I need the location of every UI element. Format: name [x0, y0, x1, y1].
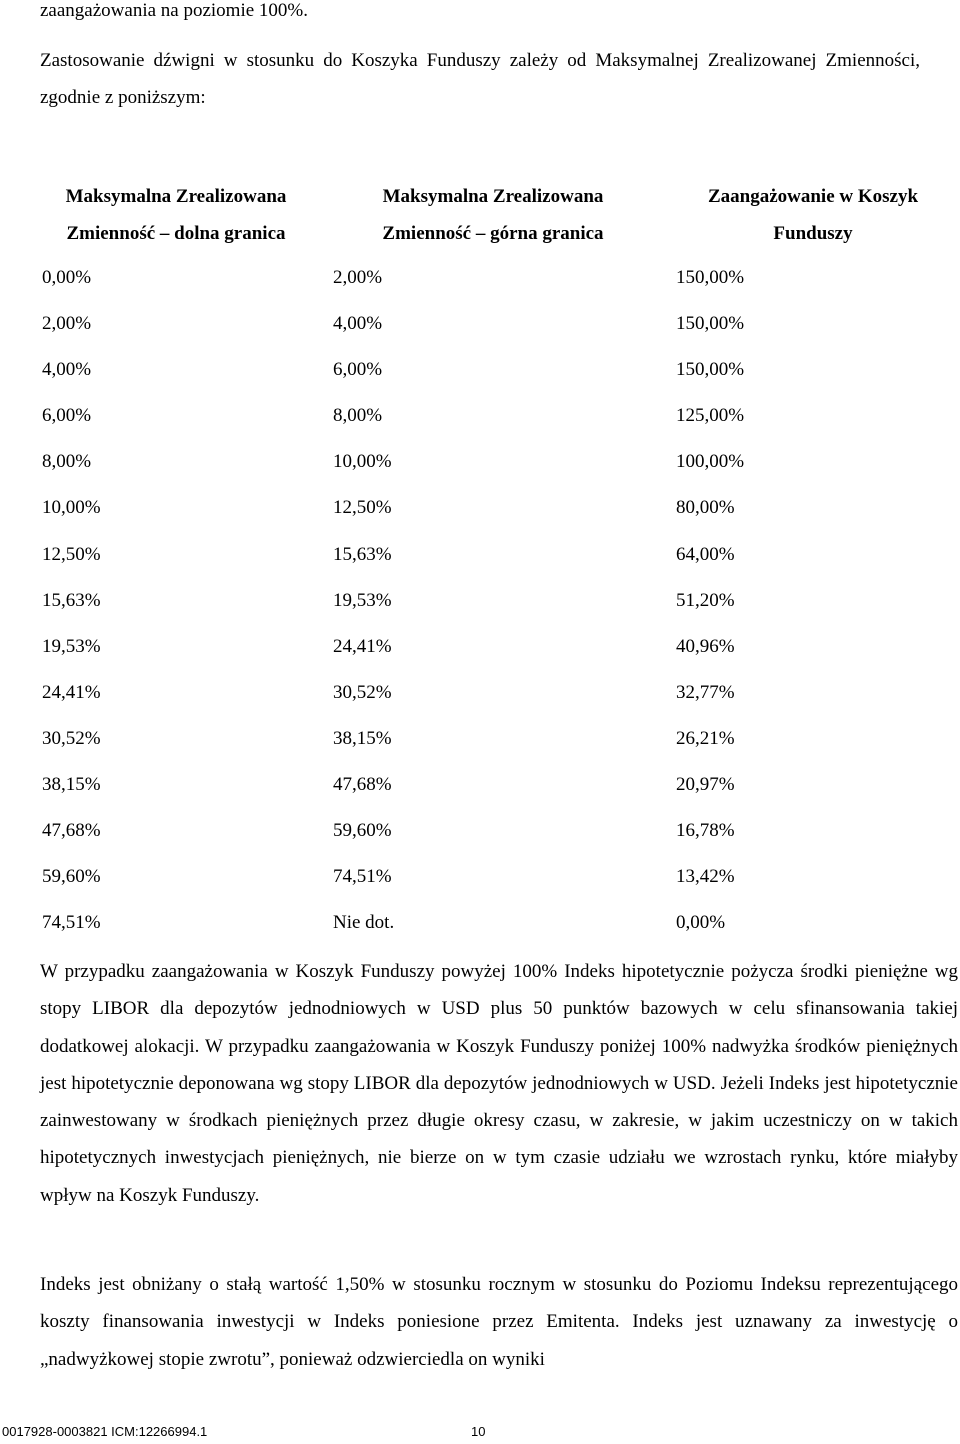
cell-allocation: 100,00%	[676, 451, 745, 473]
table-row	[0, 903, 960, 949]
cell-lower-bound: 10,00%	[42, 497, 101, 519]
funding-paragraph: W przypadku zaangażowania w Koszyk Funduszy powyżej 100% Indeks hipotetycznie pożycza środki pieniężne wg stopy LIBOR dla depozytów jednodniowych w USD plus 50 punktów bazowych w celu sfinansowania takiej dodatkowej alokacji. W przypadku zaangażowania w Koszyk Funduszy poniżej 100% nadwyżka środków pieniężnych jest hipotetycznie deponowana wg stopy LIBOR dla depozytów jednodniowych w USD. Jeżeli Indeks jest hipotetycznie zainwestowany w środkach pieniężnych przez długie okresy czasu, w zakresie, w jakim uczestniczy on w takich hipotetycznych inwestycjach pieniężnych, nie bierze on w tym czasie udziału we wzrostach rynku, które miałyby wpływ na Koszyk Funduszy.	[40, 961, 958, 1206]
cell-lower-bound: 8,00%	[42, 451, 92, 473]
cell-upper-bound: 38,15%	[333, 727, 392, 749]
cell-upper-bound: 47,68%	[333, 774, 392, 796]
cell-lower-bound: 38,15%	[42, 774, 101, 796]
table-row	[0, 811, 960, 857]
cell-allocation: 125,00%	[676, 405, 745, 427]
cell-allocation: 0,00%	[676, 912, 726, 934]
header-lower-bound-line2: Zmienność – dolna granica	[66, 223, 286, 244]
cell-upper-bound: Nie dot.	[333, 912, 395, 934]
cell-upper-bound: 59,60%	[333, 820, 392, 842]
table-row	[0, 258, 960, 304]
cell-upper-bound: 6,00%	[333, 359, 383, 381]
page-number: 10	[471, 1424, 486, 1439]
cell-upper-bound: 15,63%	[333, 543, 392, 565]
table-row	[0, 535, 960, 581]
table-row	[0, 304, 960, 350]
header-upper-bound	[360, 178, 626, 252]
cell-lower-bound: 19,53%	[42, 635, 101, 657]
cell-upper-bound: 10,00%	[333, 451, 392, 473]
header-upper-bound-line1: Maksymalna Zrealizowana	[382, 186, 604, 207]
cell-lower-bound: 6,00%	[42, 405, 92, 427]
fee-paragraph: Indeks jest obniżany o stałą wartość 1,50% w stosunku rocznym w stosunku do Poziomu Indeksu reprezentującego koszty finansowania inwestycji w Indeks poniesione przez Emitenta. Indeks jest uznawany za inwestycję o „nadwyżkowej stopie zwrotu”, ponieważ odzwierciedla on wyniki	[40, 1274, 958, 1370]
cell-lower-bound: 15,63%	[42, 589, 101, 611]
cell-upper-bound: 8,00%	[333, 405, 383, 427]
table-row	[0, 765, 960, 811]
table-row	[0, 350, 960, 396]
cell-upper-bound: 4,00%	[333, 313, 383, 335]
cell-allocation: 26,21%	[676, 727, 735, 749]
cell-lower-bound: 59,60%	[42, 866, 101, 888]
cell-lower-bound: 12,50%	[42, 543, 101, 565]
table-row	[0, 488, 960, 534]
table-row	[0, 627, 960, 673]
cell-upper-bound: 24,41%	[333, 635, 392, 657]
intro-paragraph-text: Zastosowanie dźwigni w stosunku do Koszyka Funduszy zależy od Maksymalnej Zrealizowanej Zmienności, zgodnie z poniższym:	[40, 50, 920, 108]
cell-lower-bound: 74,51%	[42, 912, 101, 934]
cell-upper-bound: 2,00%	[333, 267, 383, 288]
table-row	[0, 857, 960, 903]
cell-lower-bound: 0,00%	[42, 267, 92, 288]
table-row	[0, 396, 960, 442]
header-allocation-line1: Zaangażowanie w Koszyk	[707, 186, 919, 207]
cell-allocation: 150,00%	[676, 267, 745, 288]
cell-allocation: 32,77%	[676, 681, 735, 703]
leverage-table-body	[0, 258, 960, 949]
cell-upper-bound: 19,53%	[333, 589, 392, 611]
header-allocation-line2: Funduszy	[773, 223, 853, 244]
cell-lower-bound: 24,41%	[42, 681, 101, 703]
cell-lower-bound: 4,00%	[42, 359, 92, 381]
header-allocation	[690, 178, 936, 252]
intro-paragraph	[40, 42, 920, 116]
table-row	[0, 581, 960, 627]
cell-allocation: 20,97%	[676, 774, 735, 796]
cell-allocation: 16,78%	[676, 820, 735, 842]
cell-allocation: 64,00%	[676, 543, 735, 565]
cell-allocation: 80,00%	[676, 497, 735, 519]
cell-allocation: 51,20%	[676, 589, 735, 611]
table-row	[0, 673, 960, 719]
header-upper-bound-line2: Zmienność – górna granica	[382, 223, 604, 244]
cell-lower-bound: 30,52%	[42, 727, 101, 749]
cell-allocation: 150,00%	[676, 359, 745, 381]
document-id: 0017928-0003821 ICM:12266994.1	[2, 1424, 208, 1439]
cell-allocation: 150,00%	[676, 313, 745, 335]
cell-allocation: 13,42%	[676, 866, 735, 888]
cell-allocation: 40,96%	[676, 635, 735, 657]
table-row	[0, 442, 960, 488]
cell-lower-bound: 47,68%	[42, 820, 101, 842]
table-row	[0, 719, 960, 765]
header-lower-bound	[40, 178, 312, 252]
cell-upper-bound: 74,51%	[333, 866, 392, 888]
cell-lower-bound: 2,00%	[42, 313, 92, 335]
cell-upper-bound: 12,50%	[333, 497, 392, 519]
cell-upper-bound: 30,52%	[333, 681, 392, 703]
header-lower-bound-line1: Maksymalna Zrealizowana	[65, 186, 287, 207]
top-fragment-text: zaangażowania na poziomie 100%.	[40, 0, 308, 21]
